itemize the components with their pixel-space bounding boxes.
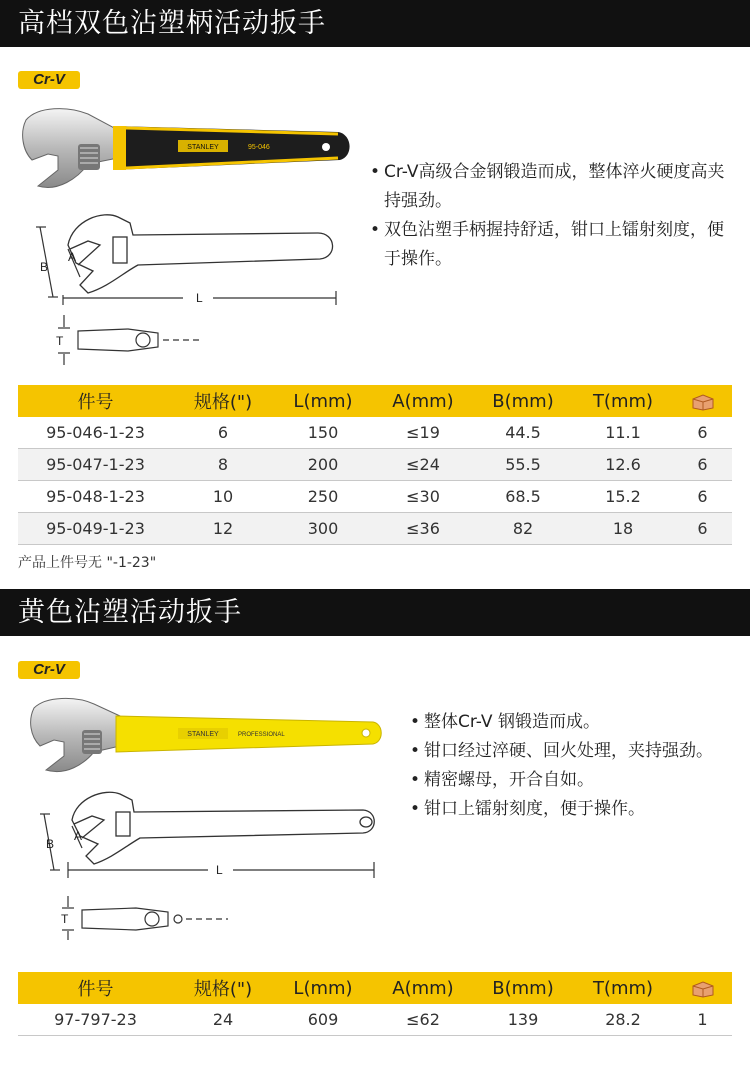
col-header: A(mm)	[373, 385, 473, 417]
col-header	[673, 385, 732, 417]
section2-title: 黄色沾塑活动扳手	[0, 589, 750, 636]
col-header	[673, 972, 732, 1004]
feature-item: • 钳口上镭射刻度，便于操作。	[410, 799, 645, 819]
feature-item: • 精密螺母，开合自如。	[410, 770, 594, 790]
spec-table	[18, 972, 732, 1036]
crv-badge: Cr-V	[18, 71, 80, 89]
col-header: L(mm)	[273, 972, 373, 1004]
wrench-sub-label: PROFESSIONAL	[238, 732, 285, 738]
table-row: 95-047-1-23 8 200 ≤24 55.5 12.6 6	[18, 449, 732, 481]
dim-b-label: B	[46, 837, 55, 851]
crv-badge: Cr-V	[18, 661, 80, 679]
table-row: 97-797-23 24 609 ≤62 139 28.2 1	[18, 1004, 732, 1036]
box-icon	[691, 393, 715, 411]
features-list	[410, 708, 732, 824]
dim-l-label: L	[216, 863, 223, 877]
col-header: B(mm)	[473, 385, 573, 417]
dim-a-label: A	[74, 829, 83, 843]
feature-item: • 整体Cr-V 钢锻造而成。	[410, 712, 600, 732]
col-header: T(mm)	[573, 385, 673, 417]
col-header: L(mm)	[273, 385, 373, 417]
dim-l-label: L	[196, 291, 203, 305]
wrench-model: 95-046	[248, 144, 270, 151]
features-list	[370, 158, 732, 274]
feature-item: • 双色沾塑手柄握持舒适，钳口上镭射刻度，便于操作。	[370, 220, 724, 269]
table-row: 95-046-1-23 6 150 ≤19 44.5 11.1 6	[18, 417, 732, 449]
box-icon	[691, 980, 715, 998]
col-header: 件号	[18, 972, 173, 1004]
feature-item: • 钳口经过淬硬、回火处理，夹持强劲。	[410, 741, 713, 761]
feature-item: • Cr-V高级合金钢锻造而成，整体淬火硬度高夹持强劲。	[370, 162, 725, 211]
dim-b-label: B	[40, 260, 49, 274]
footnote: 产品上件号无 "-1-23"	[18, 555, 157, 571]
dim-t-label: T	[56, 334, 64, 348]
dim-t-label: T	[61, 912, 69, 926]
wrench-photo	[28, 690, 388, 780]
wrench-dimension-drawing	[18, 205, 358, 370]
wrench-dimension-drawing	[28, 780, 388, 940]
wrench-brand: STANLEY	[187, 144, 219, 151]
col-header: 规格(")	[173, 972, 273, 1004]
col-header: A(mm)	[373, 972, 473, 1004]
table-row: 95-048-1-23 10 250 ≤30 68.5 15.2 6	[18, 481, 732, 513]
col-header: 规格(")	[173, 385, 273, 417]
col-header: T(mm)	[573, 972, 673, 1004]
col-header: 件号	[18, 385, 173, 417]
wrench-photo	[18, 100, 358, 195]
dim-a-label: A	[68, 250, 77, 264]
col-header: B(mm)	[473, 972, 573, 1004]
wrench-brand: STANLEY	[187, 731, 219, 738]
spec-table	[18, 385, 732, 545]
section1-title: 高档双色沾塑柄活动扳手	[0, 0, 750, 47]
table-row: 95-049-1-23 12 300 ≤36 82 18 6	[18, 513, 732, 545]
